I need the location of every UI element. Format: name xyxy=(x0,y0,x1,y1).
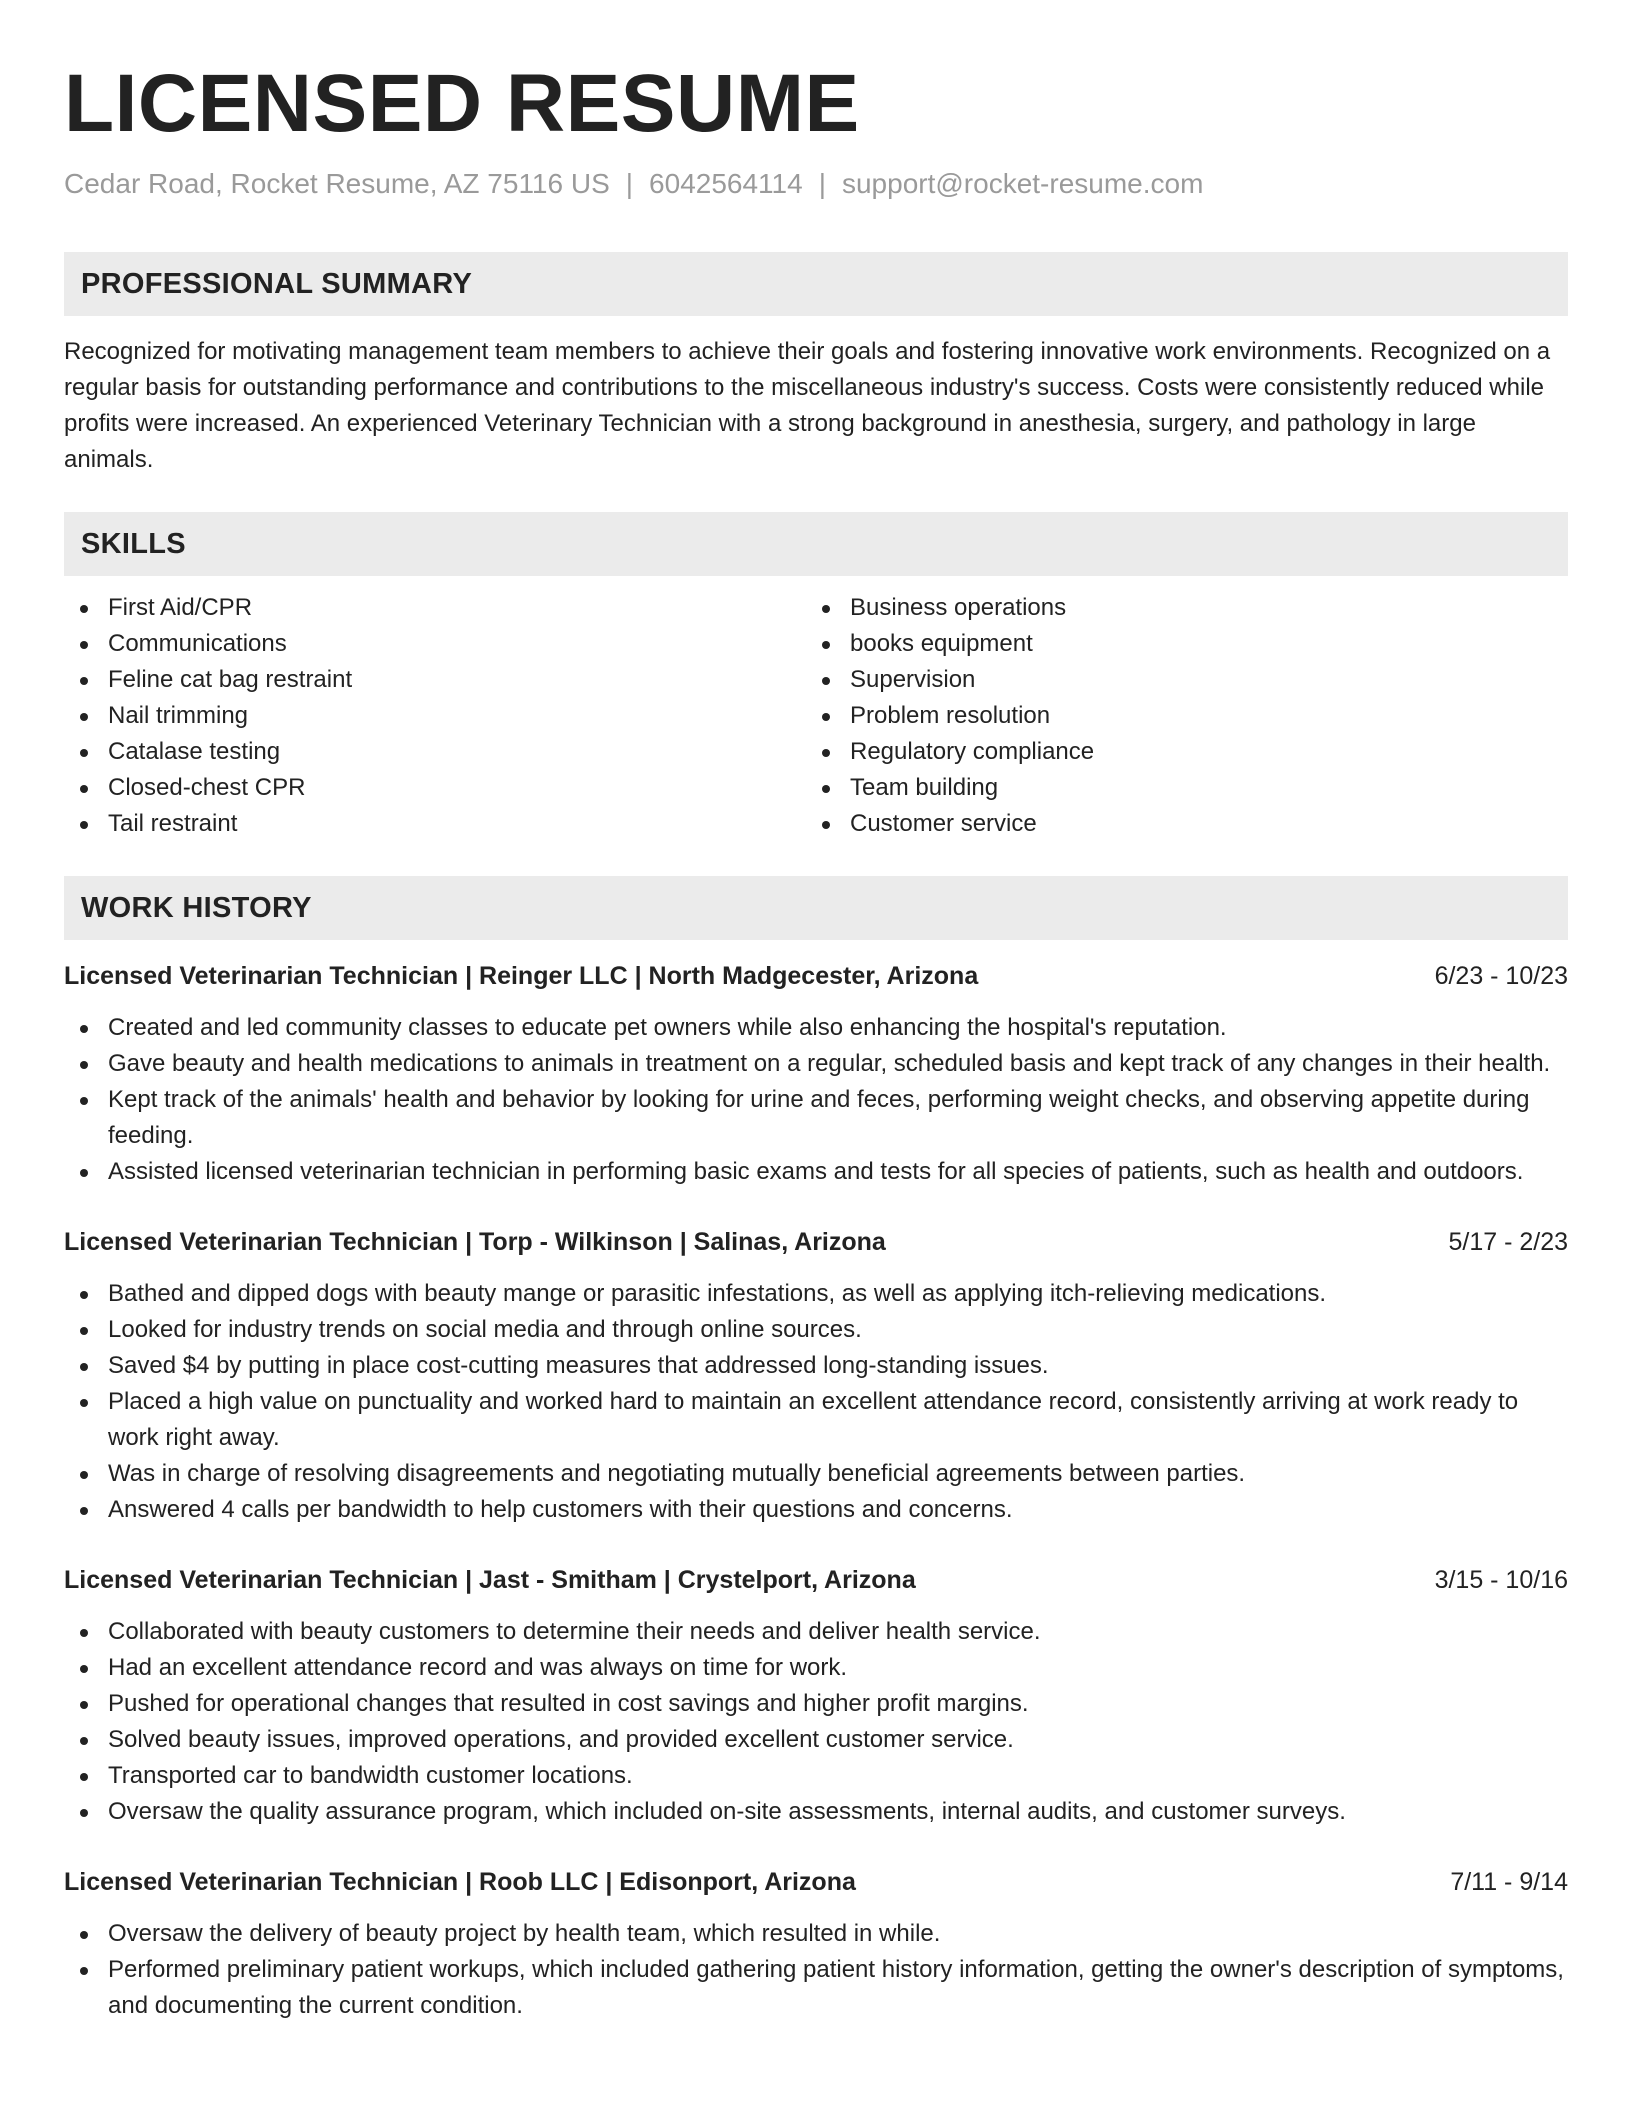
job-bullet: Kept track of the animals' health and behavior by looking for urine and feces, performing weight checks, and observing appetite during feeding. xyxy=(64,1082,1568,1154)
job-bullets xyxy=(64,1010,1568,1190)
job-bullet: Transported car to bandwidth customer locations. xyxy=(64,1758,1568,1794)
job-header xyxy=(64,1224,1568,1260)
job-bullet: Pushed for operational changes that resulted in cost savings and higher profit margins. xyxy=(64,1686,1568,1722)
skill-item: First Aid/CPR xyxy=(64,590,806,626)
job-entry xyxy=(64,1562,1568,1830)
contact-separator: | xyxy=(625,168,634,199)
job-bullets xyxy=(64,1614,1568,1830)
job-header xyxy=(64,1864,1568,1900)
skill-item: books equipment xyxy=(806,626,1548,662)
job-title: Licensed Veterinarian Technician | Roob LLC | Edisonport, Arizona xyxy=(64,1868,856,1896)
skill-item: Closed-chest CPR xyxy=(64,770,806,806)
skill-item: Communications xyxy=(64,626,806,662)
resume-title: LICENSED RESUME xyxy=(64,58,860,149)
work-history-heading: WORK HISTORY xyxy=(64,876,1568,940)
job-dates: 7/11 - 9/14 xyxy=(1450,1868,1568,1896)
job-bullet: Gave beauty and health medications to animals in treatment on a regular, scheduled basis and kept track of any changes in their health. xyxy=(64,1046,1568,1082)
job-title: Licensed Veterinarian Technician | Jast - Smitham | Crystelport, Arizona xyxy=(64,1566,916,1594)
skill-item: Feline cat bag restraint xyxy=(64,662,806,698)
job-entry xyxy=(64,1864,1568,2024)
job-bullet: Saved $4 by putting in place cost-cutting measures that addressed long-standing issues. xyxy=(64,1348,1568,1384)
contact-email: support@rocket-resume.com xyxy=(841,168,1204,199)
skill-item: Team building xyxy=(806,770,1548,806)
skills-grid xyxy=(64,590,1568,842)
summary-text: Recognized for motivating management team members to achieve their goals and fostering innovative work environments. Recognized on a regular basis for outstanding performance and contributions to the miscellaneous industry's success. Costs were consistently reduced while profits were increased. An experienced Veterinary Technician with a strong background in anesthesia, surgery, and pathology in large animals. xyxy=(64,338,1551,473)
job-bullet: Had an excellent attendance record and was always on time for work. xyxy=(64,1650,1568,1686)
job-bullets xyxy=(64,1916,1568,2024)
contact-line xyxy=(64,166,1568,202)
skill-item: Business operations xyxy=(806,590,1548,626)
job-entry xyxy=(64,1224,1568,1528)
job-bullet: Was in charge of resolving disagreements and negotiating mutually beneficial agreements between parties. xyxy=(64,1456,1568,1492)
job-bullet: Assisted licensed veterinarian technician in performing basic exams and tests for all species of patients, such as health and outdoors. xyxy=(64,1154,1568,1190)
contact-separator: | xyxy=(818,168,826,199)
skill-item: Customer service xyxy=(806,806,1548,842)
job-title: Licensed Veterinarian Technician | Torp - Wilkinson | Salinas, Arizona xyxy=(64,1228,886,1256)
skills-heading: SKILLS xyxy=(64,512,1568,576)
summary-heading: PROFESSIONAL SUMMARY xyxy=(64,252,1568,316)
job-bullets xyxy=(64,1276,1568,1528)
job-title: Licensed Veterinarian Technician | Reinger LLC | North Madgecester, Arizona xyxy=(64,962,979,990)
skill-item: Nail trimming xyxy=(64,698,806,734)
contact-address: Cedar Road, Rocket Resume, AZ 75116 US xyxy=(64,168,610,199)
skill-item: Catalase testing xyxy=(64,734,806,770)
skill-item: Tail restraint xyxy=(64,806,806,842)
job-bullet: Performed preliminary patient workups, which included gathering patient history information, getting the owner's description of symptoms, and documenting the current condition. xyxy=(64,1952,1568,2024)
job-dates: 5/17 - 2/23 xyxy=(1448,1228,1568,1256)
job-header xyxy=(64,958,1568,994)
job-dates: 3/15 - 10/16 xyxy=(1434,1566,1568,1594)
skill-item: Problem resolution xyxy=(806,698,1548,734)
job-bullet: Looked for industry trends on social media and through online sources. xyxy=(64,1312,1568,1348)
job-bullet: Placed a high value on punctuality and worked hard to maintain an excellent attendance record, consistently arriving at work ready to work right away. xyxy=(64,1384,1568,1456)
skill-item: Supervision xyxy=(806,662,1548,698)
job-bullet: Oversaw the quality assurance program, which included on-site assessments, internal audits, and customer surveys. xyxy=(64,1794,1568,1830)
job-entry xyxy=(64,958,1568,1190)
job-dates: 6/23 - 10/23 xyxy=(1434,962,1568,990)
job-bullet: Solved beauty issues, improved operations, and provided excellent customer service. xyxy=(64,1722,1568,1758)
job-bullet: Oversaw the delivery of beauty project by health team, which resulted in while. xyxy=(64,1916,1568,1952)
job-header xyxy=(64,1562,1568,1598)
skills-list-left xyxy=(64,590,806,842)
job-bullet: Created and led community classes to educate pet owners while also enhancing the hospital's reputation. xyxy=(64,1010,1568,1046)
contact-phone: 6042564114 xyxy=(649,168,803,199)
job-bullet: Answered 4 calls per bandwidth to help customers with their questions and concerns. xyxy=(64,1492,1568,1528)
skill-item: Regulatory compliance xyxy=(806,734,1548,770)
job-bullet: Bathed and dipped dogs with beauty mange or parasitic infestations, as well as applying itch-relieving medications. xyxy=(64,1276,1568,1312)
skills-list-right xyxy=(806,590,1548,842)
job-bullet: Collaborated with beauty customers to determine their needs and deliver health service. xyxy=(64,1614,1568,1650)
